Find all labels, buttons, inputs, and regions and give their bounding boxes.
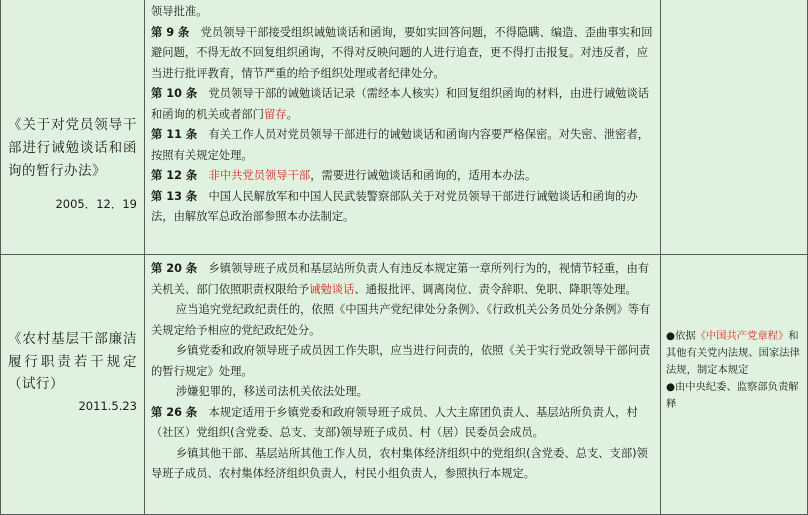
article-13 [151,187,655,228]
regulation-title-cell [1,255,145,515]
regulation-content-cell [145,0,661,255]
highlighted-text: 留存 [263,107,287,121]
article-text: 。 [286,107,298,121]
article-text: 有关工作人员对党员领导干部进行的诫勉谈话和函询内容要严格保密。对失密、泄密者，按照有关规定处理。 [151,128,650,162]
article-number: 第 26 条 [151,405,198,419]
highlighted-text: 非中共党员领导干部 [208,169,311,182]
paragraph: 应当追究党纪政纪责任的，依照《中国共产党纪律处分条例》、《行政机关公务员处分条例》等有关规定给予相应的党纪政纪处分。 [151,303,651,337]
article-11 [151,125,655,166]
regulation-content [146,2,659,228]
paragraph: 乡镇党委和政府领导班子成员因工作失职，应当进行问责的，依照《关于实行党政领导干部问责的暂行规定》处理。 [151,344,651,378]
regulation-content-cell [145,255,661,515]
article-number: 第 10 条 [151,87,198,100]
article-12 [151,166,655,187]
regulation-date: 2005．12．19 [55,197,137,211]
article-number: 第 9 条 [151,25,190,39]
article-26 [151,403,655,444]
paragraph: 领导批准。 [151,5,208,18]
article-text: 本规定适用于乡镇党委和政府领导班子成员、人大主席团负责人、基层站所负责人，村（社区）党组织(含党委、总支、支部)领导班子成员、村（居）民委员会成员。 [151,405,638,439]
article-20 [151,259,655,300]
article-text: 党员领导干部接受组织诫勉谈话和函询，要如实回答问题，不得隐瞒、编造、歪曲事实和回避问题，不得无故不回复组织函询，不得对反映问题的人进行追查，更不得打击报复。对违反者，应当进行批评教育，情节严重的给予组织处理或者纪律处分。 [151,25,653,80]
article-number: 第 20 条 [151,262,198,275]
note-text: 和其他有关党内法规、国家法律法规，制定本规定 [666,330,800,376]
article-text: 乡镇领导班子成员和基层站所负责人有违反本规定第一章所列行为的，视情节轻重，由有关机关、部门依照职责权限给予 [151,262,650,296]
article-number: 第 12 条 [151,169,198,182]
article-text: ，需要进行诫勉谈话和函询的，适用本办法。 [310,169,537,182]
notes-cell [661,255,808,515]
article-text: 中国人民解放军和中国人民武装警察部队关于对党员领导干部进行诫勉谈话和函询的办法，由解放军总政治部参照本办法制定。 [151,189,638,223]
article-number: 第 13 条 [151,189,198,203]
paragraph: 涉嫌犯罪的，移送司法机关依法处理。 [175,385,368,398]
regulation-content [146,259,659,485]
regulation-title: 《关于对党员领导干部进行诫勉谈话和函询的暂行办法》 [8,117,137,179]
regulation-title: 《农村基层干部廉洁履行职责若干规定（试行） [8,331,137,392]
highlighted-text: 诫勉谈话 [309,282,355,296]
regulation-date: 2011.5.23 [78,398,137,413]
paragraph: 乡镇其他干部、基层站所其他工作人员，农村集体经济组织中的党组织(含党委、总支、支部)领导班子成员、农村集体经济组织负责人，村民小组负责人，参照执行本规定。 [151,446,648,480]
article-number: 第 11 条 [151,128,198,141]
article-9 [151,23,655,85]
notes-cell [661,0,808,255]
note-interpretation: ●由中央纪委、监察部负责解释 [666,381,799,410]
basis-note [662,328,806,413]
article-10 [151,84,655,125]
regulation-title-cell [1,0,145,255]
note-basis [666,328,803,379]
article-text: 、通报批评、调离岗位、责令辞职、免职、降职等处理。 [354,282,637,296]
article-text: 党员领导干部的诫勉谈话记录（需经本人核实）和回复组织函询的材料，由进行诫勉谈话和函询的机关或者部门 [151,87,650,121]
note-text: ●依据 [666,330,696,342]
highlighted-text: 《中国共产党章程》 [695,330,789,342]
table-row [1,255,808,515]
table-row [1,0,808,255]
